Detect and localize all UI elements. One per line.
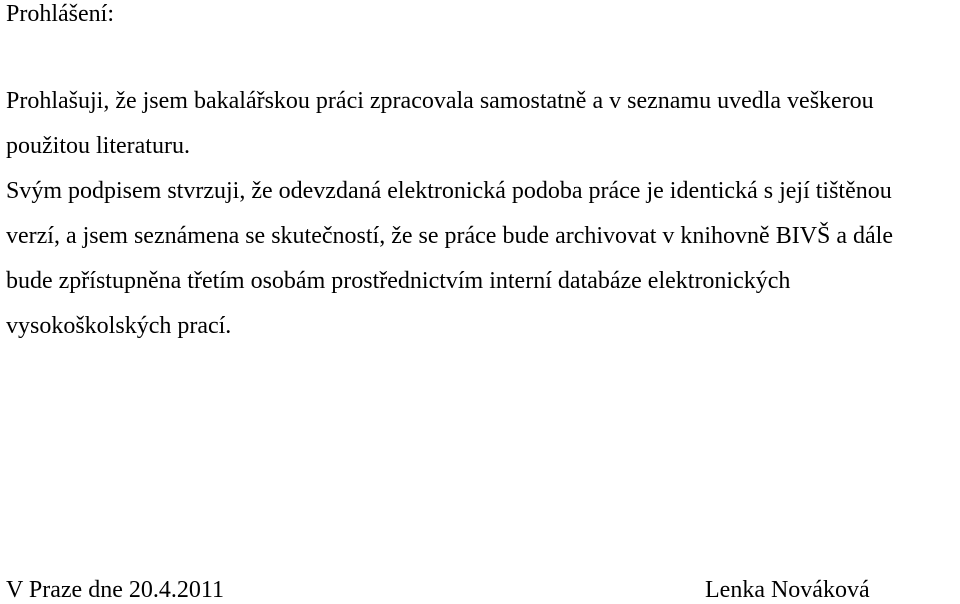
declaration-line: bude zpřístupněna třetím osobám prostřednictvím interní databáze elektronických [6, 268, 791, 294]
declaration-line: verzí, a jsem seznámena se skutečností, že se práce bude archivovat v knihovně BIVŠ a dále [6, 223, 894, 249]
page-title: Prohlášení: [6, 1, 114, 27]
declaration-line: Svým podpisem stvrzuji, že odevzdaná elektronická podoba práce je identická s její tištěnou [6, 178, 892, 204]
place-date: V Praze dne 20.4.2011 [6, 577, 224, 603]
declaration-line: vysokoškolských prací. [6, 313, 232, 339]
declaration-line: použitou literaturu. [6, 133, 190, 159]
declaration-line: Prohlašuji, že jsem bakalářskou práci zpracovala samostatně a v seznamu uvedla veškerou [6, 88, 874, 114]
signature-name: Lenka Nováková [705, 577, 870, 603]
